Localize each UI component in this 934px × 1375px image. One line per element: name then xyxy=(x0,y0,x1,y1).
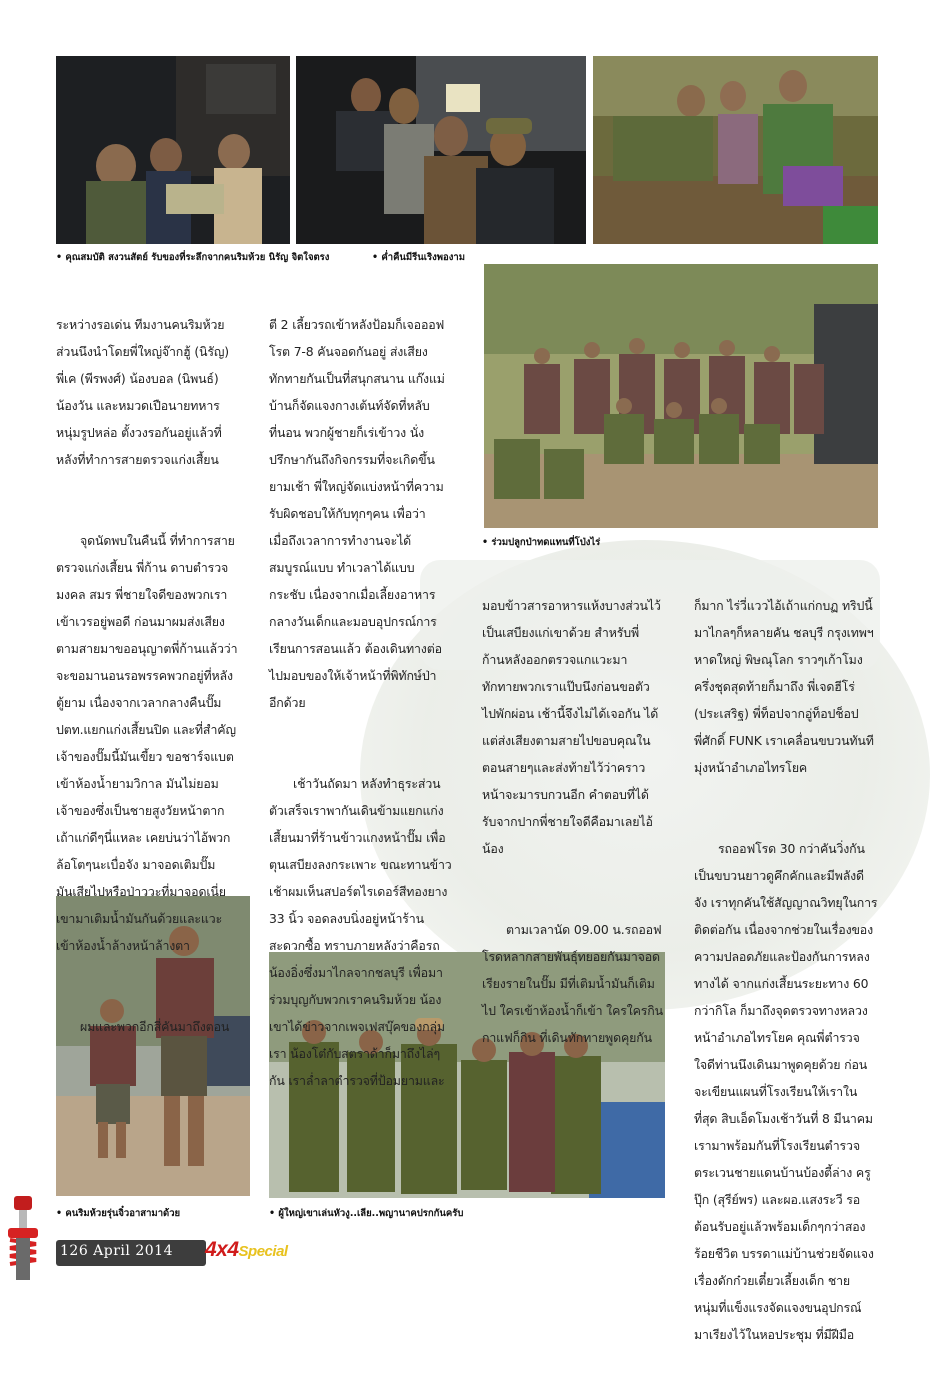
paragraph: รถออฟโรด 30 กว่าคันวิ่งกัน เป็นขบวนยาวดูคึกคักและมีพลังดี จัง เราทุกคันใช้สัญญาณวิทยุในการ ติดต่อกัน เนื่องจากช่วยในเรื่องของ ความปลอดภัยและป้องกันการหลง ทางได้ จากแก่งเสี้ยนระยะทาง 60 กว่ากิโล ก็มาถึงจุดตรวจทางหลวง หน้าอำเภอไทรโยค คุณพี่ตำรวจ ใจดีท่านนึงเดินมาพูดคุยด้วย ก่อน จะเขียนแผนที่โรงเรียนให้เราใน ที่สุด สิบเอ็ดโมงเช้าวันที่ 8 มีนาคม เรามาพร้อมกันที่โรงเรียนตำรวจ ตระเวนชายแดนบ้านบ้องตี้ล่าง ครู ปุ๊ก (สุรีย์พร) และผอ.แสงระวี รอ ต้อนรับอยู่แล้วพร้อมเด็กๆกว่าสอง ร้อยชีวิต บรรดาแม่บ้านช่วยจัดแจง เรื่องดักก๋วยเตี๋ยวเลี้ยงเด็ก ชาย หนุ่มที่แข็งแรงจัดแจงขนอุปกรณ์ มาเรียงไว้ในหอประชุม ที่มีฝีมือ xyxy=(694,841,878,1342)
text-column-2 xyxy=(269,284,471,1121)
text-column-1 xyxy=(56,284,254,1067)
paragraph: ผมและพวกอีกสี่คันมาถึงตอน xyxy=(80,1019,230,1034)
caption-planting: • ร่วมปลูกป่าทดแทนที่โป่งไร่ xyxy=(482,537,601,548)
caption-kids: • คนริมห้วยรุ่นจิ๋วอาสามาด้วย xyxy=(56,1208,181,1219)
photo-tree-planting-three xyxy=(593,56,878,244)
text-column-4 xyxy=(694,565,880,1375)
paragraph: เช้าวันถัดมา หลังทำธุระส่วน ตัวเสร็จเราพากันเดินข้ามแยกแก่ง เสี้ยนมาที่ร้านข้าวแกงหน้าปั๊ม เพื่อ ตุนเสบียงลงกระเพาะ ขณะทานข้าว เช้าผมเห็นสปอร์ตไรเดอร์สีทองยาง 33 นิ้ว จอดลงบนิ่งอยู่หน้าร้าน สะดวกซื้อ ทราบภายหลังว่าคือรถ น้องอิ่งซึ่งมาไกลจากชลบุรี เพื่อมา ร่วมบุญกับพวกเราคนริมห้วย น้อง เขาได้ข่าวจากเพจเฟสบุ๊คของกลุ่ม เรา น้องโต๋กับสตราด้าก็มาถึงไล่ๆ กัน เราล่ำลาตำรวจที่ป้อมยามและ xyxy=(269,776,452,1088)
paragraph: ระหว่างรอเด่น ทีมงานคนริมห้วย ส่วนนึงนำโดยพี่ใหญ่จ๊ากฮู้ (นิรัญ) พี่เค (พีรพงศ์) น้องบอล (นิพนธ์) น้องวัน และหมวดเปือนายทหาร หนุ่มรูปหล่อ ตั้งวงรอกันอยู่แล้วที่ หลังที่ทำการสายตรวจแก่งเสี้ยน xyxy=(56,317,229,467)
text-column-3 xyxy=(482,565,678,1078)
page-number: 126 April 2014 xyxy=(60,1243,173,1259)
paragraph: มอบข้าวสารอาหารแห้งบางส่วนไว้ เป็นเสบียงแก่เขาด้วย สำหรับพี่ ก้านหลังออกตรวจแกแวะมา ทักทายพวกเราแป๊บนึงก่อนขอตัว ไปพักผ่อน เช้านี้จึงไม่ได้เจอกัน ได้ แต่ส่งเสียงตามสายไปขอบคุณใน ตอนสายๆและส่งท้ายไว้ว่าคราว หน้าจะมารบกวนอีก คำตอบที่ได้ รับจากปากพี่ชายใจดีคือมาเลยไอ้ น้อง xyxy=(482,598,661,856)
photo-planting-group xyxy=(484,264,878,528)
photo-souvenir-handover xyxy=(56,56,290,244)
paragraph: จุดนัดพบในคืนนี้ ที่ทำการสาย ตรวจแก่งเสี้ยน พี่ก้าน ดาบตำรวจ มงคล สมร พี่ชายใจดีของพวกเรา เข้าเวรอยู่พอดี ก่อนมาผมส่งเสียง ตามสายมาขออนุญาตพี่ก้านแล้วว่า จะขอมานอนรอพรรคพวกอยู่ที่หลัง ตู้ยาม เนื่องจากเวลากลางคืนปั๊ม ปตท.แยกแก่งเสี้ยนปิด และที่สำคัญ เจ้าของปั๊มนี้มันเขี้ยว ขอชาร์จแบต เข้าห้องน้ำยามวิกาล มันไม่ยอม เจ้าของซึ่งเป็นชายสูงวัยหน้าตาก เถ้าแก่ดีๆนี่แหละ เคยบ่นว่าไอ้พวก ล้อโตๆนะเบื่อจัง มาจอดเติมปั๊ม มันเสียไปหรือป่าววะที่มาจอดเนี่ย เขามาเติมน้ำมันกันด้วยและแวะ เข้าห้องน้ำล้างหน้าล้างตา xyxy=(56,533,238,953)
shock-absorber-icon xyxy=(0,1196,46,1280)
brand-logo xyxy=(205,1238,288,1262)
brand-sub: Special xyxy=(238,1243,288,1260)
photo-night-party xyxy=(296,56,586,244)
caption-top-mid: • ค่ำคืนมีรีนเริงพองาม xyxy=(372,252,465,263)
caption-top-left: • คุณสมบัติ สงวนสัตย์ รับของที่ระลึกจากคนริมห้วย นิรัญ จิตใจตรง xyxy=(56,252,330,263)
paragraph: ก็มาก ไร่วี่แววไอ้เถ้าแก่กบฏ ทริปนี้ มาไกลๆก็หลายคัน ชลบุรี กรุงเทพฯ หาดใหญ่ พิษณุโลก ราวๆเก้าโมง ครึ่งชุดสุดท้ายก็มาถึง พี่เจดฮีโร่ (ประเสริฐ) พี่ท็อปจากอู่ท็อปช็อป พี่ศักดิ์ FUNK เราเคลื่อนขบวนทันที มุ่งหน้าอำเภอไทรโยค xyxy=(694,598,874,775)
paragraph: ตี 2 เลี้ยวรถเข้าหลังป้อมก็เจอออฟ โรต 7-8 คันจอดกันอยู่ ส่งเสียง ทักทายกันเป็นที่สนุกสนาน แก๊งแม่ บ้านก็จัดแจงกางเต้นท์จัดที่หลับ ที่นอน พวกผู้ชายก็เร่เข้าวง นั่ง ปรึกษากันถึงกิจกรรมที่จะเกิดขึ้น ยามเช้า พี่ใหญ่จัดแบ่งหน้าที่ความ รับผิดชอบให้กับทุกๆคน เพื่อว่า เมื่อถึงเวลาการทำงานจะได้ สมบูรณ์แบบ ทำเวลาได้แบบ กระชับ เนื่องจากเมื่อเลี้ยงอาหาร กลางวันเด็กและมอบอุปกรณ์การ เรียนการสอนแล้ว ต้องเดินทางต่อ ไปมอบของให้เจ้าหน้าที่พิทักษ์ป่า อีกด้วย xyxy=(269,317,445,710)
caption-group: • ผู้ใหญ่เขาเล่นหัวงู..เลีย..พญานาคปรกกันครับ xyxy=(269,1208,464,1219)
paragraph: ตามเวลานัด 09.00 น.รถออฟ โรดหลากสายพันธุ์ทยอยกันมาจอด เรียงรายในปั๊ม มีที่เติมน้ำมันก็เติม ไป ใครเข้าห้องน้ำก็เข้า ใครใครกิน กาแฟก็กิน ที่เดินทักทายพูดคุยกัน xyxy=(482,922,663,1045)
brand-main: 4x4 xyxy=(205,1238,239,1261)
